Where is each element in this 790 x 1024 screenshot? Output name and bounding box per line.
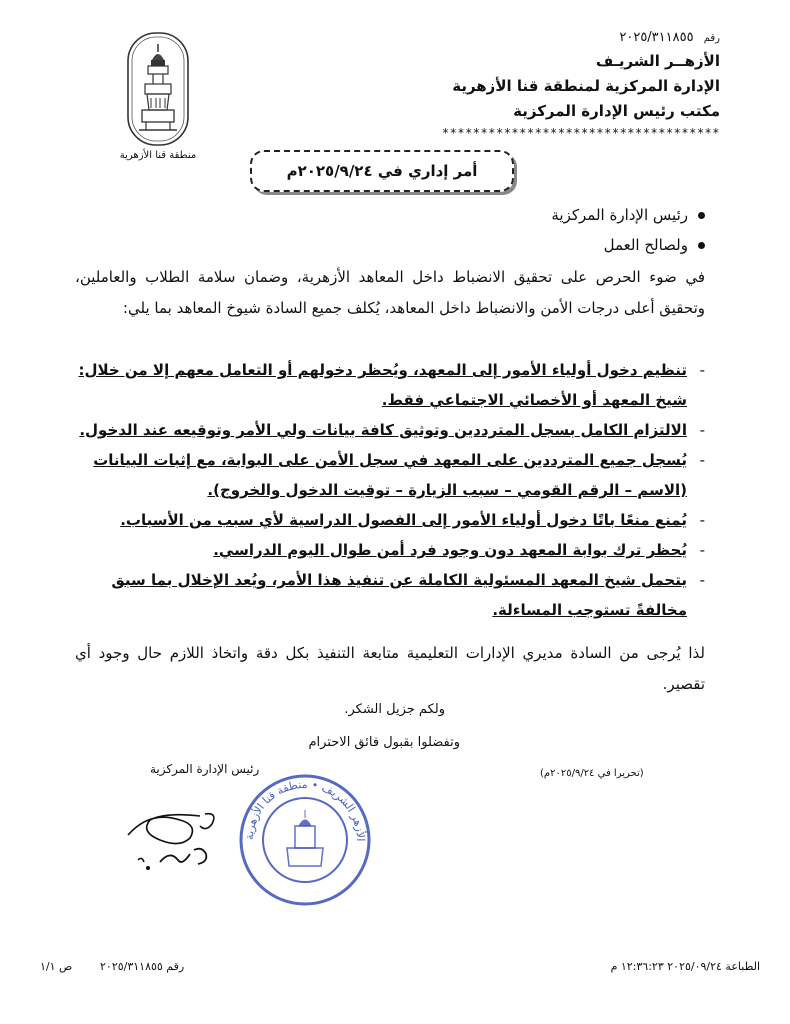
directive-text: يُسجل جميع المترددين على المعهد في سجل الأمن على البوابة، مع إثبات البيانات (الاسم – الرقم القومي – سبب الزيارة – توقيت الدخول والخروج). — [93, 451, 687, 499]
handwritten-signature — [120, 790, 230, 884]
thanks-line: ولكم جزيل الشكر. — [344, 702, 445, 717]
directives-list — [75, 355, 705, 625]
signer-title: رئيس الإدارة المركزية — [150, 762, 260, 776]
directive-text: يتحمل شيخ المعهد المسئولية الكاملة عن تنفيذ هذا الأمر، ويُعد الإخلال بما سبق مخالفةً تستوجب المساءلة. — [111, 571, 687, 619]
bullet-icon — [698, 242, 705, 249]
org-department: الإدارة المركزية لمنطقة قنا الأزهرية — [452, 77, 720, 95]
regards-line: وتفضلوا بقبول فائق الاحترام — [308, 735, 460, 750]
letterhead — [300, 30, 720, 140]
logo-caption: منطقة قنا الأزهرية — [119, 150, 197, 161]
mosque-emblem-icon — [125, 30, 191, 148]
directive-item: - يُسجل جميع المترددين على المعهد في سجل الأمن على البوابة، مع إثبات البيانات (الاسم – الرقم القومي – سبب الزيارة – توقيت الدخول والخروج). — [75, 445, 705, 505]
recipient-line — [105, 230, 705, 260]
reference-number: ٢٠٢٥/٣١١٨٥٥ — [619, 30, 694, 45]
written-date: (تحريرا في ٢٠٢٥/٩/٢٤م) — [540, 768, 644, 779]
signature-icon — [120, 790, 230, 880]
recipient-text: رئيس الإدارة المركزية — [551, 206, 688, 224]
recipient-line — [105, 200, 705, 230]
directive-item: - يُمنع منعًا باتًا دخول أولياء الأمور إلى الفصول الدراسية لأي سبب من الأسباب. — [75, 505, 705, 535]
directive-item: - يتحمل شيخ المعهد المسئولية الكاملة عن تنفيذ هذا الأمر، ويُعد الإخلال بما سبق مخالفةً تستوجب المساءلة. — [75, 565, 705, 625]
intro-paragraph: في ضوء الحرص على تحقيق الانضباط داخل المعاهد الأزهرية، وضمان سلامة الطلاب والعاملين، وتحقيق أعلى درجات الأمن والانضباط داخل المعاهد، يُكلف جميع السادة شيوخ المعاهد بما يلي: — [75, 268, 705, 317]
bullet-icon — [698, 212, 705, 219]
footer-reference — [100, 960, 184, 973]
directive-text: يُمنع منعًا باتًا دخول أولياء الأمور إلى الفصول الدراسية لأي سبب من الأسباب. — [120, 511, 687, 529]
official-stamp — [235, 770, 375, 914]
footer-ref-number: ٢٠٢٥/٣١١٨٥٥ — [100, 960, 163, 973]
directive-text: يُحظر ترك بوابة المعهد دون وجود فرد أمن طوال اليوم الدراسي. — [213, 541, 687, 559]
closing-paragraph: لذا يُرجى من السادة مديري الإدارات التعليمية متابعة التنفيذ بكل دقة واتخاذ اللازم حال وجود أي تقصير. — [75, 644, 705, 693]
footer-ref-label: رقم — [166, 960, 185, 973]
directive-item: - الالتزام الكامل بسجل المترددين وتوثيق كافة بيانات ولي الأمر وتوقيعه عند الدخول. — [75, 415, 705, 445]
print-timestamp: الطباعة ٢٠٢٥/٠٩/٢٤ ١٢:٣٦:٢٣ م — [610, 960, 760, 973]
document-title: أمر إداري في ٢٠٢٥/٩/٢٤م — [250, 150, 514, 192]
reference-label: رقم — [703, 33, 720, 44]
stamp-text: الأزهر الشريف • منطقة قنا الأزهرية — [242, 777, 368, 842]
svg-text:الأزهر الشريف • منطقة قنا الأز — [243, 778, 368, 841]
directive-item: - تنظيم دخول أولياء الأمور إلى المعهد، ويُحظر دخولهم أو التعامل معهم إلا من خلال: شيخ المعهد أو الأخصائي الاجتماعي فقط. — [75, 355, 705, 415]
directive-item: - يُحظر ترك بوابة المعهد دون وجود فرد أمن طوال اليوم الدراسي. — [75, 535, 705, 565]
recipient-text: ولصالح العمل — [603, 236, 688, 254]
header-divider: ************************************ — [441, 126, 720, 140]
org-name: الأزهــر الشريـف — [595, 52, 720, 70]
page-number: ص ١/١ — [40, 960, 73, 973]
org-office: مكتب رئيس الإدارة المركزية — [513, 102, 720, 120]
azhar-logo — [118, 30, 198, 170]
directive-text: تنظيم دخول أولياء الأمور إلى المعهد، ويُحظر دخولهم أو التعامل معهم إلا من خلال: شيخ المعهد أو الأخصائي الاجتماعي فقط. — [78, 361, 687, 409]
reference-line — [300, 30, 720, 45]
stamp-seal-icon — [235, 770, 375, 910]
recipients — [105, 200, 705, 260]
directive-text: الالتزام الكامل بسجل المترددين وتوثيق كافة بيانات ولي الأمر وتوقيعه عند الدخول. — [79, 421, 687, 439]
